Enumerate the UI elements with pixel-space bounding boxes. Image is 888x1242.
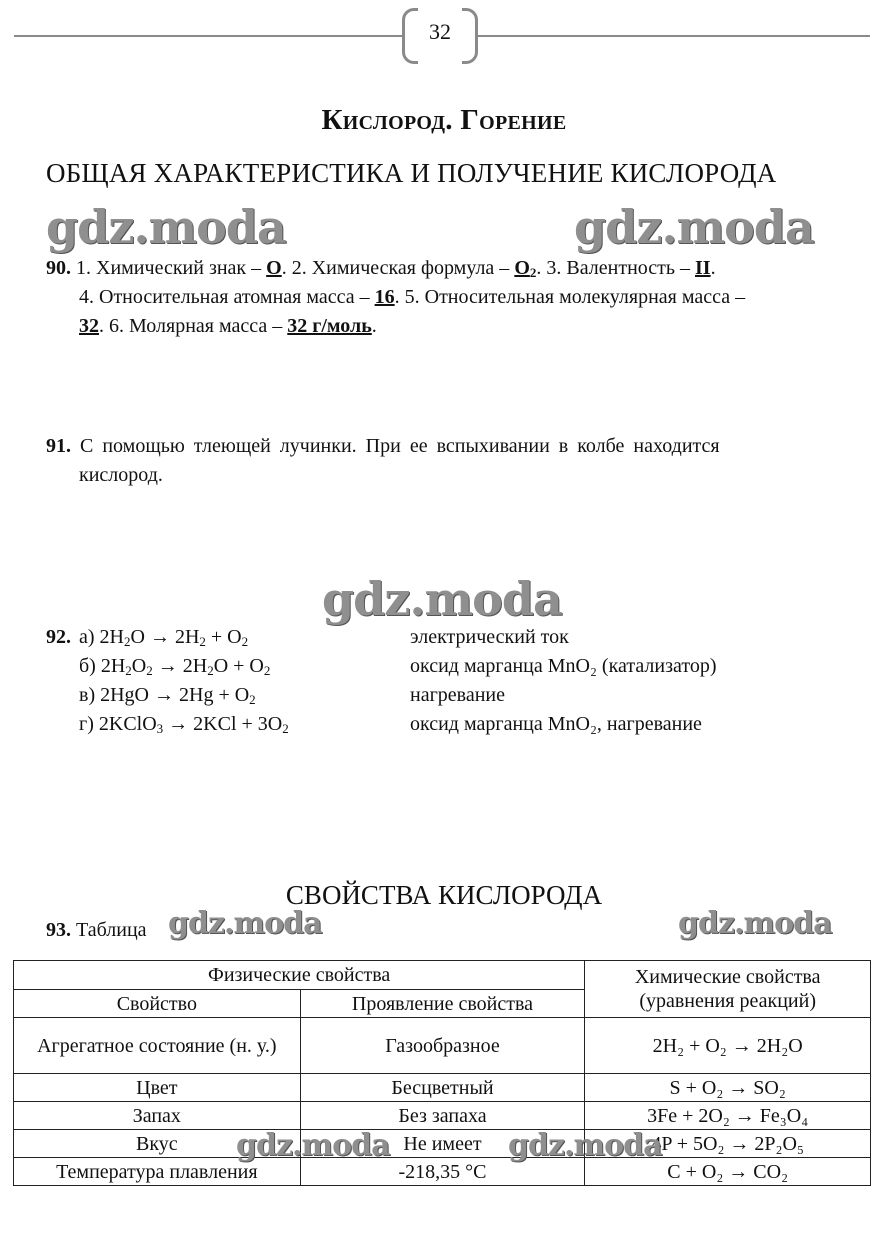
watermark: gdz.moda bbox=[46, 200, 286, 254]
header-rule-right bbox=[474, 35, 870, 37]
value-cell: Бесцветный bbox=[300, 1074, 585, 1102]
property-cell: Запах bbox=[14, 1102, 301, 1130]
reaction-cell: 2H₂ + O₂ → 2H₂O bbox=[585, 1018, 871, 1074]
reaction-cell: 4P + 5O₂ → 2P₂O₅ bbox=[585, 1130, 871, 1158]
task-90 bbox=[46, 254, 872, 341]
chapter-title: Кислород. Горение bbox=[321, 104, 567, 136]
table-row bbox=[14, 1102, 871, 1130]
header-rule-left bbox=[14, 35, 406, 37]
text: 4. Относительная атомная масса – bbox=[79, 286, 375, 308]
text: 1. Химический знак – bbox=[76, 257, 267, 279]
section-title: ОБЩАЯ ХАРАКТЕРИСТИКА И ПОЛУЧЕНИЕ КИСЛОРОДА bbox=[46, 158, 777, 188]
task-number: 91. bbox=[46, 435, 71, 457]
table-row bbox=[14, 1074, 871, 1102]
text: . bbox=[710, 257, 716, 279]
value-cell: Газообразное bbox=[300, 1018, 585, 1074]
reaction-row-b: б) $2H_2O_2 \to 2H_2O + O_2$ bbox=[79, 655, 271, 678]
text: кислород. bbox=[79, 464, 163, 486]
task-91-line-2 bbox=[46, 461, 872, 490]
text: . 5. Относительная молекулярная масса – bbox=[394, 286, 746, 308]
reaction-condition-g: оксид марганца MnO₂, нагревание bbox=[410, 713, 702, 735]
task-90-line-3 bbox=[46, 312, 872, 341]
page-number: 32 bbox=[429, 19, 451, 44]
answer: О bbox=[266, 257, 282, 279]
answer-subscript: 2 bbox=[529, 265, 537, 280]
task-91 bbox=[46, 432, 872, 490]
physical-properties-header: Физические свойства bbox=[14, 961, 585, 990]
column-header-property: Свойство bbox=[14, 990, 301, 1018]
reaction-condition-b: оксид марганца MnO₂ (катализатор) bbox=[410, 655, 717, 677]
value-cell: Не имеет bbox=[300, 1130, 585, 1158]
answer: 32 bbox=[79, 315, 99, 337]
text: . 2. Химическая формула – bbox=[281, 257, 515, 279]
row-label: в) bbox=[79, 684, 96, 706]
reaction-cell: C + O₂ → CO₂ bbox=[585, 1158, 871, 1186]
property-cell: Цвет bbox=[14, 1074, 301, 1102]
watermark: gdz.moda bbox=[236, 1128, 390, 1163]
watermark: gdz.moda bbox=[678, 906, 832, 941]
watermark: gdz.moda bbox=[574, 200, 814, 254]
property-cell: Агрегатное состояние (н. у.) bbox=[14, 1018, 301, 1074]
task-93 bbox=[46, 916, 147, 945]
task-number: 90. bbox=[46, 257, 71, 279]
property-cell: Температура плавления bbox=[14, 1158, 301, 1186]
task-90-line-1 bbox=[46, 254, 872, 283]
answer: II bbox=[695, 257, 711, 279]
table-row bbox=[14, 1130, 871, 1158]
reaction-row-g: г) 2KClO$_3$ → $2KCl + 3O_2$ bbox=[79, 713, 289, 736]
text: . 6. Молярная масса – bbox=[99, 315, 288, 337]
table-header-row bbox=[14, 961, 871, 990]
task-number: 92. bbox=[46, 626, 71, 648]
row-label: б) bbox=[79, 655, 96, 677]
section-title-2: СВОЙСТВА КИСЛОРОДА bbox=[285, 880, 603, 910]
answer: 16 bbox=[374, 286, 395, 308]
text: . bbox=[371, 315, 377, 337]
value-cell: Без запаха bbox=[300, 1102, 585, 1130]
reaction-row-a: а) $2H_2O \to 2H_2 + O_2$ bbox=[79, 626, 249, 649]
row-label: а) bbox=[79, 626, 95, 648]
row-label: г) bbox=[79, 713, 94, 735]
watermark: gdz.moda bbox=[168, 906, 322, 941]
value-cell: -218,35 °С bbox=[300, 1158, 585, 1186]
reaction-condition-v: нагревание bbox=[410, 684, 505, 706]
properties-table bbox=[13, 960, 871, 1186]
chemical-properties-header: Химические свойства (уравнения реакций) bbox=[585, 961, 871, 1018]
column-header-manifestation: Проявление свойства bbox=[300, 990, 585, 1018]
answer-base: О bbox=[514, 257, 530, 279]
table-row bbox=[14, 1018, 871, 1074]
task-number: 93. bbox=[46, 919, 71, 941]
property-cell: Вкус bbox=[14, 1130, 301, 1158]
answer bbox=[514, 257, 536, 279]
task-93-label: Таблица bbox=[76, 919, 147, 941]
text: . 3. Валентность – bbox=[536, 257, 696, 279]
text: С помощью тлеющей лучинки. При ее вспыхивании в колбе находится bbox=[80, 435, 720, 457]
reaction-row-v: в) $2HgO \to 2Hg + O_2$ bbox=[79, 684, 256, 707]
reaction-condition-a: электрический ток bbox=[410, 626, 569, 648]
watermark: gdz.moda bbox=[322, 572, 562, 626]
task-90-line-2 bbox=[46, 283, 872, 312]
reaction-cell: S + O₂ → SO₂ bbox=[585, 1074, 871, 1102]
answer: 32 г/моль bbox=[287, 315, 372, 337]
reaction-cell: 3Fe + 2O₂ → Fe₃O₄ bbox=[585, 1102, 871, 1130]
task-91-line-1 bbox=[46, 432, 872, 461]
table-row bbox=[14, 1158, 871, 1186]
watermark: gdz.moda bbox=[508, 1128, 662, 1163]
